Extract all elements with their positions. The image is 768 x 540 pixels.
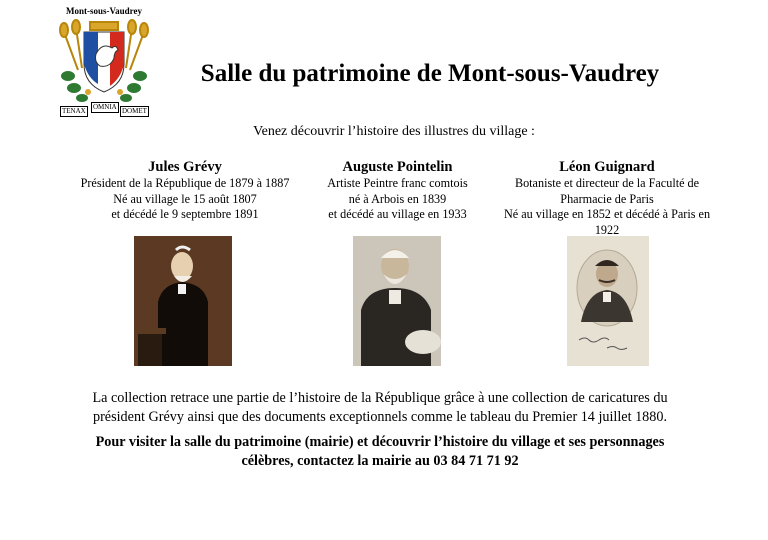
crest-motto-center: OMNIA (93, 103, 117, 111)
person-auguste-pointelin (310, 158, 485, 223)
collection-line: président Grévy ainsi que des documents exceptionnels comme le tableau du Premier 14 juillet 1880. (92, 409, 668, 425)
person-line: Pharmacie de Paris (560, 191, 654, 206)
person-line: né à Arbois en 1839 (348, 191, 447, 206)
page-title: Salle du patrimoine de Mont-sous-Vaudrey (200, 60, 660, 87)
collection-line: La collection retrace une partie de l’histoire de la République grâce à une collection de caricatures du (92, 390, 668, 406)
crest-emblem-icon (58, 18, 150, 108)
photo-jules-grevy (134, 236, 232, 366)
person-line: et décédé au village en 1933 (328, 207, 467, 221)
crest-town-name: Mont-sous-Vaudrey (65, 6, 142, 16)
visit-line: célèbres, contactez la mairie au 03 84 71 71 92 (241, 453, 519, 469)
town-crest (58, 6, 150, 124)
person-line: Botaniste et directeur de la Faculté de (514, 176, 700, 190)
person-name: Léon Guignard (559, 159, 655, 175)
visit-line: Pour visiter la salle du patrimoine (mairie) et découvrir l’histoire du village et ses personnages (95, 434, 665, 450)
person-line: Artiste Peintre franc comtois (327, 176, 468, 190)
visit-text (60, 433, 700, 471)
person-line: Président de la République de 1879 à 1887 (80, 176, 290, 190)
person-line: 1922 (594, 222, 620, 237)
collection-text (60, 389, 700, 427)
person-name: Auguste Pointelin (342, 159, 453, 175)
crest-motto-left: TENAX (62, 107, 86, 115)
crest-motto-right: DOMET (122, 107, 147, 115)
person-jules-grevy (60, 158, 310, 223)
person-line: Né au village le 15 août 1807 (113, 191, 257, 206)
person-line: Né au village en 1852 et décédé à Paris en (503, 207, 711, 221)
person-leon-guignard (492, 158, 722, 238)
person-line: et décédé le 9 septembre 1891 (111, 207, 259, 221)
photo-leon-guignard (567, 236, 649, 366)
intro-text: Venez découvrir l’histoire des illustres du village : (253, 124, 535, 139)
person-name: Jules Grévy (148, 159, 222, 175)
photo-auguste-pointelin (353, 236, 441, 366)
